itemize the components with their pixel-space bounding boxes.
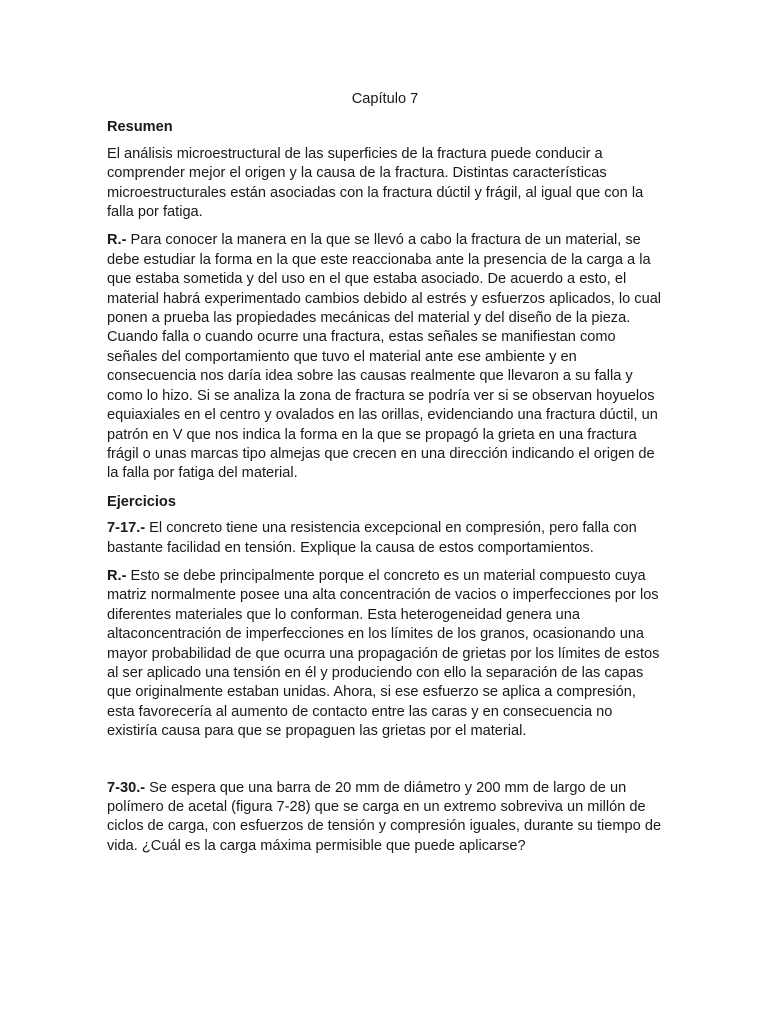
exercise-label: 7-17.- [107, 520, 146, 537]
exercise-question [107, 779, 663, 857]
exercise-label: 7-30.- [107, 779, 146, 796]
answer-text: Para conocer la manera en la que se llevó a cabo la fractura de un material, se debe estudiar la forma en la que este reaccionaba ante la presencia de la carga a la que estaba sometida y del uso en el que estaba asociado. De acuerdo a esto, el material habrá experimentado cambios debido al estrés y esfuerzos aplicados, lo cual ponen a prueba las propiedades mecánicas del material y del diseño de la pieza. Cuando falla o cuando ocurre una fractura, estas señales se manifiestan como señales del comportamiento que tuvo el material ante ese ambiente y en consecuencia nos daría idea sobre las causas realmente que llevaron a su falla y como lo hizo. Si se analiza la zona de fractura se podría ver si se observan hoyuelos equiaxiales en el centro y ovalados en las orillas, evidenciando una fractura dúctil, un patrón en V que nos indica la forma en la que se propagó la grieta en una fractura frágil o unas marcas tipo almejas que crecen en una dirección indicando el origen de la falla por fatiga del material. [107, 232, 662, 482]
exercise-question-text: Se espera que una barra de 20 mm de diámetro y 200 mm de largo de un polímero de acetal (figura 7-28) que se carga en un extremo sobreviva un millón de ciclos de carga, con esfuerzos de tensión y compresión iguales, durante su tiempo de vida. ¿Cuál es la carga máxima permisible que puede aplicarse? [107, 779, 662, 854]
summary-answer-paragraph [107, 231, 663, 483]
exercise-question [107, 519, 663, 558]
exercises-heading: Ejercicios [107, 493, 176, 510]
exercise-question-text: El concreto tiene una resistencia excepcional en compresión, pero falla con bastante facilidad en tensión. Explique la causa de estos comportamientos. [107, 520, 637, 556]
chapter-title: Capítulo 7 [351, 91, 419, 107]
exercise-answer [107, 567, 663, 742]
document-page [107, 90, 663, 865]
answer-label: R.- [107, 567, 127, 584]
summary-paragraph: El análisis microestructural de las superficies de la fractura puede conducir a comprender mejor el origen y la causa de la fractura. Distintas características microestructurales están asociadas con la fractura dúctil y frágil, al igual que con la falla por fatiga. [107, 145, 644, 221]
summary-heading: Resumen [107, 119, 173, 136]
exercise-answer-text: Esto se debe principalmente porque el concreto es un material compuesto cuya matriz normalmente posee una alta concentración de vacios o imperfecciones por los diferentes materiales que lo conforman. Esta heterogeneidad genera una altaconcentración de imperfecciones en los límites de los granos, ocasionando una mayor probabilidad de que ocurra una propagación de grietas por los límites de estos al ser aplicado una tensión en él y produciendo con ello la separación de las capas que originalmente estaban unidas. Ahora, si ese esfuerzo se aplica a compresión, esta favorecería al aumento de contacto entre las caras y en consecuencia no existiría causa para que se propaguen las grietas por el material. [107, 567, 660, 740]
blank-space [107, 751, 663, 779]
answer-label: R.- [107, 232, 127, 249]
